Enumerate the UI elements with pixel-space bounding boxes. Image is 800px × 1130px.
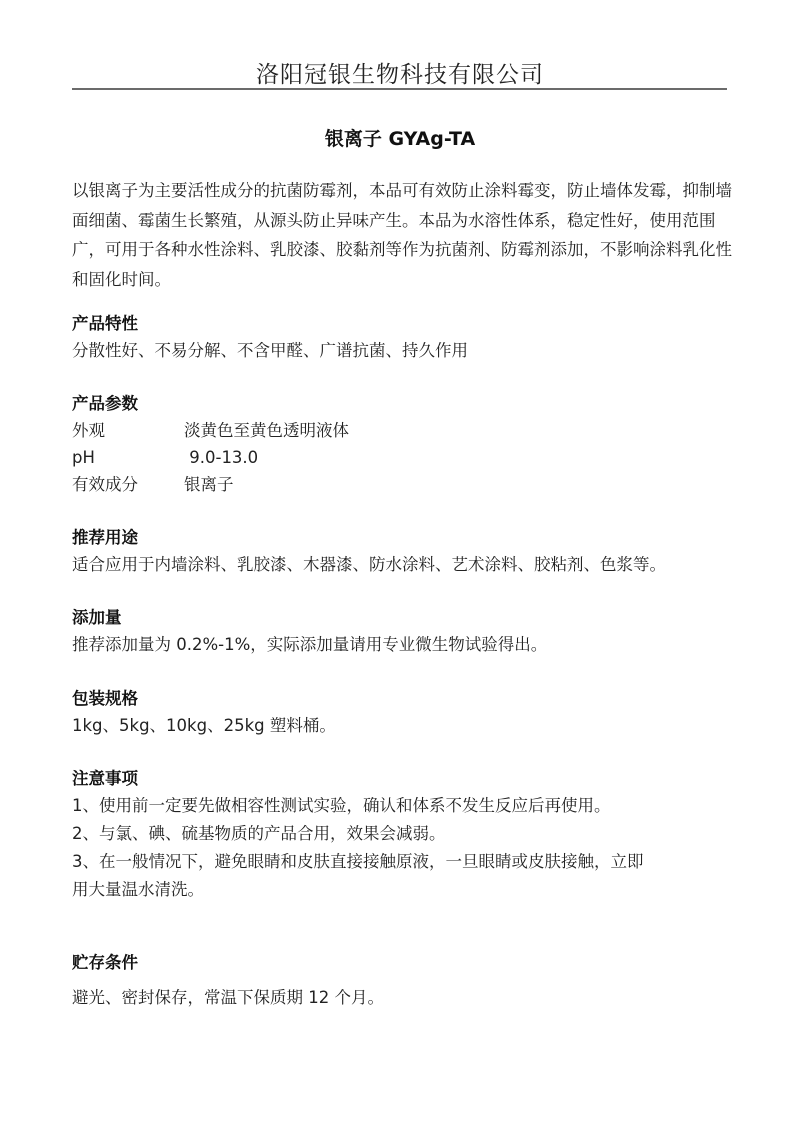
- section-body: 推荐添加量为 0.2%-1%，实际添加量请用专业微生物试验得出。: [72, 635, 548, 654]
- param-value: 淡黄色至黄色透明液体: [184, 421, 349, 440]
- section-parameters: [72, 391, 742, 498]
- section-storage: [72, 950, 742, 1011]
- section-title: 注意事项: [72, 769, 138, 788]
- param-value: 9.0-13.0: [184, 448, 259, 467]
- param-value: 银离子: [184, 475, 234, 494]
- param-row: [72, 444, 742, 471]
- section-body: 1kg、5kg、10kg、25kg 塑料桶。: [72, 716, 336, 735]
- section-body: 适合应用于内墙涂料、乳胶漆、木器漆、防水涂料、艺术涂料、胶粘剂、色浆等。: [72, 555, 666, 574]
- section-body: 避光、密封保存，常温下保质期 12 个月。: [72, 988, 384, 1007]
- param-row: [72, 471, 742, 498]
- section-usage: [72, 525, 742, 578]
- param-row: [72, 417, 742, 444]
- section-title: 产品特性: [72, 314, 138, 333]
- param-key: 外观: [72, 421, 105, 440]
- section-features: [72, 311, 742, 364]
- section-dosage: [72, 605, 742, 658]
- company-name: 洛阳冠银生物科技有限公司: [256, 62, 544, 88]
- note-item: 用大量温水清洗。: [72, 880, 204, 899]
- section-title: 推荐用途: [72, 528, 138, 547]
- header-divider: [72, 88, 727, 90]
- note-item: 1、使用前一定要先做相容性测试实验，确认和体系不发生反应后再使用。: [72, 796, 611, 815]
- section-notes: [72, 766, 742, 904]
- section-packaging: [72, 686, 742, 739]
- section-body: 分散性好、不易分解、不含甲醛、广谱抗菌、持久作用: [72, 341, 468, 360]
- note-item: 2、与氯、碘、硫基物质的产品合用，效果会减弱。: [72, 824, 446, 843]
- param-key: 有效成分: [72, 475, 138, 494]
- section-title: 产品参数: [72, 394, 138, 413]
- param-key: pH: [72, 448, 95, 467]
- section-title: 添加量: [72, 608, 122, 627]
- note-item: 3、在一般情况下，避免眼睛和皮肤直接接触原液，一旦眼睛或皮肤接触，立即: [72, 852, 644, 871]
- section-title: 包装规格: [72, 689, 138, 708]
- product-title: 银离子 GYAg-TA: [324, 128, 476, 150]
- section-title: 贮存条件: [72, 953, 138, 972]
- intro-paragraph: 以银离子为主要活性成分的抗菌防霉剂，本品可有效防止涂料霉变，防止墙体发霉，抑制墙面细菌、霉菌生长繁殖，从源头防止异味产生。本品为水溶性体系，稳定性好，使用范围广，可用于各种水性涂料、乳胶漆、胶黏剂等作为抗菌剂、防霉剂添加，不影响涂料乳化性和固化时间。: [72, 181, 732, 289]
